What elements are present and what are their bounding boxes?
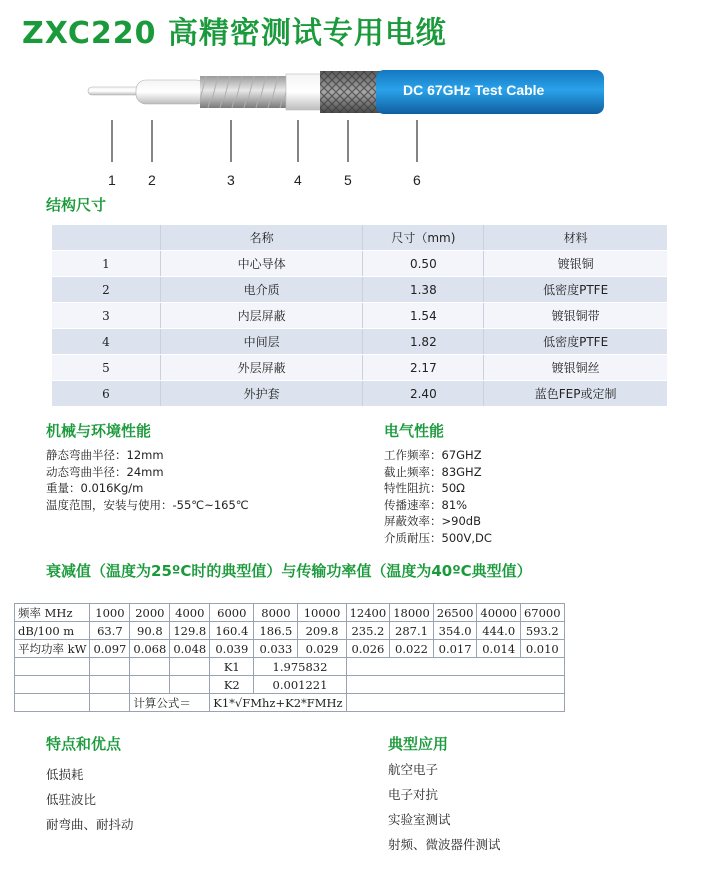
table-cell: 63.7 xyxy=(90,622,130,640)
table-cell: 0.010 xyxy=(520,640,564,658)
spec-line: 静态弯曲半径：12mm xyxy=(46,448,164,462)
table-header xyxy=(52,225,160,251)
table-row xyxy=(52,251,667,277)
table-cell: 8000 xyxy=(254,604,298,622)
mechanical-specs xyxy=(46,447,249,513)
structure-table xyxy=(52,225,667,407)
table-cell: 186.5 xyxy=(254,622,298,640)
table-cell: 中间层 xyxy=(160,329,363,355)
k1-label: K1 xyxy=(210,658,254,676)
lead-number: 3 xyxy=(227,172,235,188)
table-row xyxy=(15,658,565,676)
table-cell: 4000 xyxy=(170,604,210,622)
mechanical-heading: 机械与环境性能 xyxy=(46,422,152,440)
table-cell: 0.033 xyxy=(254,640,298,658)
k2-label: K2 xyxy=(210,676,254,694)
list-item: 耐弯曲、耐抖动 xyxy=(46,817,134,832)
table-cell: 蓝色FEP或定制 xyxy=(484,381,667,407)
table-row xyxy=(15,604,565,622)
table-cell: 12400 xyxy=(346,604,390,622)
row-label: 平均功率 kW xyxy=(15,640,90,658)
table-cell: 0.017 xyxy=(433,640,477,658)
table-cell: 电介质 xyxy=(160,277,363,303)
formula-label: 计算公式＝ xyxy=(130,694,210,712)
spec-line: 传播速率：81% xyxy=(384,497,468,512)
row-label: 频率 MHz xyxy=(15,604,90,622)
table-cell: 3 xyxy=(52,303,160,329)
table-row xyxy=(15,694,565,712)
spec-line: 特性阻抗：50Ω xyxy=(384,481,465,495)
table-cell: 6 xyxy=(52,381,160,407)
spec-line: 温度范围，安装与使用：-55℃~165℃ xyxy=(46,497,249,512)
page-title: ZXC220 高精密测试专用电缆 xyxy=(22,16,447,51)
table-cell: 1000 xyxy=(90,604,130,622)
table-cell: 低密度PTFE xyxy=(484,329,667,355)
spec-line: 介质耐压：500V,DC xyxy=(384,530,492,545)
lead-number: 4 xyxy=(294,172,302,188)
table-cell: 0.048 xyxy=(170,640,210,658)
table-cell: 外护套 xyxy=(160,381,363,407)
table-cell: 镀银铜丝 xyxy=(484,355,667,381)
table-row xyxy=(15,676,565,694)
table-row xyxy=(52,381,667,407)
table-cell: 10000 xyxy=(298,604,346,622)
table-header: 材料 xyxy=(484,225,667,251)
table-cell: 2 xyxy=(52,277,160,303)
table-cell: 6000 xyxy=(210,604,254,622)
table-cell: 235.2 xyxy=(346,622,390,640)
attenuation-heading: 衰减值（温度为25ºC时的典型值）与传输功率值（温度为40ºC典型值） xyxy=(46,562,532,580)
table-cell: 593.2 xyxy=(520,622,564,640)
cable-illustration xyxy=(80,60,620,180)
table-header: 尺寸（mm) xyxy=(363,225,484,251)
list-item: 航空电子 xyxy=(388,762,439,777)
table-cell: 354.0 xyxy=(433,622,477,640)
lead-number: 6 xyxy=(413,172,421,188)
table-row xyxy=(15,640,565,658)
table-cell: 0.022 xyxy=(390,640,434,658)
table-cell: 1.38 xyxy=(363,277,484,303)
structure-heading: 结构尺寸 xyxy=(46,196,107,214)
table-cell: 67000 xyxy=(520,604,564,622)
list-item: 射频、微波器件测试 xyxy=(388,837,501,852)
lead-number: 2 xyxy=(148,172,156,188)
table-cell: 0.50 xyxy=(363,251,484,277)
table-cell: 镀银铜 xyxy=(484,251,667,277)
table-cell: 0.039 xyxy=(210,640,254,658)
table-cell: 18000 xyxy=(390,604,434,622)
attenuation-table xyxy=(14,603,565,712)
table-cell: 160.4 xyxy=(210,622,254,640)
features-list xyxy=(46,762,134,837)
k1-value: 1.975832 xyxy=(254,658,346,676)
spec-line: 屏蔽效率：>90dB xyxy=(384,514,481,528)
table-cell: 209.8 xyxy=(298,622,346,640)
table-row xyxy=(52,355,667,381)
table-header: 名称 xyxy=(160,225,363,251)
table-cell: 1.54 xyxy=(363,303,484,329)
table-row xyxy=(15,622,565,640)
table-header-row xyxy=(52,225,667,251)
table-row xyxy=(52,277,667,303)
table-cell: 2000 xyxy=(130,604,170,622)
list-item: 低损耗 xyxy=(46,767,84,782)
table-row xyxy=(52,329,667,355)
table-row xyxy=(52,303,667,329)
lead-number: 1 xyxy=(108,172,116,188)
center-conductor xyxy=(88,87,140,95)
k2-value: 0.001221 xyxy=(254,676,346,694)
spec-line: 工作频率：67GHZ xyxy=(384,448,482,462)
table-cell: 90.8 xyxy=(130,622,170,640)
table-cell: 4 xyxy=(52,329,160,355)
applications-heading: 典型应用 xyxy=(388,735,449,753)
table-cell: 2.40 xyxy=(363,381,484,407)
table-cell: 0.026 xyxy=(346,640,390,658)
row-label: dB/100 m xyxy=(15,622,90,640)
spec-line: 截止频率：83GHZ xyxy=(384,464,482,479)
applications-list xyxy=(388,757,501,857)
lead-number: 5 xyxy=(344,172,352,188)
table-cell: 26500 xyxy=(433,604,477,622)
table-cell: 0.097 xyxy=(90,640,130,658)
table-cell: 444.0 xyxy=(477,622,521,640)
table-cell: 低密度PTFE xyxy=(484,277,667,303)
table-cell: 2.17 xyxy=(363,355,484,381)
table-cell: 外层屏蔽 xyxy=(160,355,363,381)
table-cell: 5 xyxy=(52,355,160,381)
features-heading: 特点和优点 xyxy=(46,735,122,753)
list-item: 电子对抗 xyxy=(388,787,439,802)
table-cell: 0.029 xyxy=(298,640,346,658)
table-cell: 中心导体 xyxy=(160,251,363,277)
electrical-specs xyxy=(384,447,492,546)
table-cell: 0.014 xyxy=(477,640,521,658)
spec-line: 重量：0.016Kg/m xyxy=(46,481,144,495)
table-cell: 0.068 xyxy=(130,640,170,658)
list-item: 低驻波比 xyxy=(46,792,97,807)
cable-label: DC 67GHz Test Cable xyxy=(403,82,545,98)
electrical-heading: 电气性能 xyxy=(384,422,445,440)
table-cell: 1.82 xyxy=(363,329,484,355)
list-item: 实验室测试 xyxy=(388,812,451,827)
table-cell: 40000 xyxy=(477,604,521,622)
table-cell: 287.1 xyxy=(390,622,434,640)
table-cell: 内层屏蔽 xyxy=(160,303,363,329)
dielectric xyxy=(136,80,206,104)
spec-line: 动态弯曲半径：24mm xyxy=(46,464,164,479)
table-cell: 129.8 xyxy=(170,622,210,640)
table-cell: 镀银铜带 xyxy=(484,303,667,329)
formula-value: K1*√FMhz+K2*FMHz xyxy=(210,694,346,712)
table-cell: 1 xyxy=(52,251,160,277)
